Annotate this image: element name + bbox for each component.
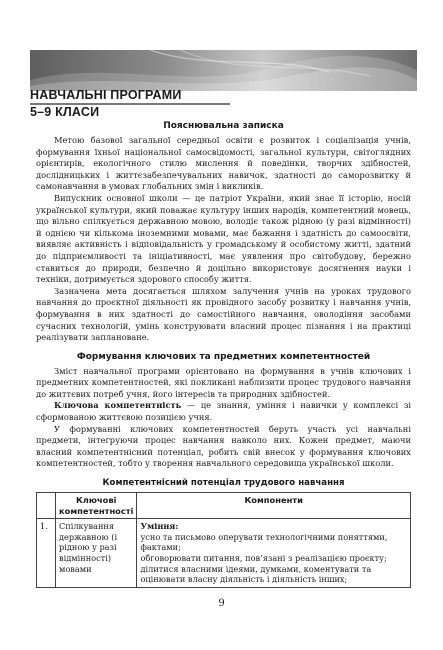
paragraph: Випускник основної школи — це патріот України, який знає її історію, носій української культури, який поважає культуру інших народів, компетентний мовець, що вільно спілкується державною мовою, володіє також рідною (у разі відмінності) й однією чи кількома іноземними мовами, має бажання і здатність до самоосвіти, виявляє активність і відповідальність у громадському й особистому житті, здатний до підприємливості та ініціативності, має уявлення про світобудову, бережно ставиться до природи, безпечно й доцільно використовує досягнення науки і техніки, дотримується здорового способу життя. [36,192,411,285]
component-item: обговорювати питання, пов’язані з реалізацією проєкту; [140,553,387,563]
table-header-row [37,493,411,519]
defined-term: Ключова компетентність [54,400,182,411]
page-header [30,88,240,120]
row-components [137,519,411,588]
table-title: Компетентнісний потенціал трудового навчання [102,478,345,489]
page-content [36,120,411,588]
component-item: ділитися власними ідеями, думками, коментувати та оцінювати власну діяльність і діяльність інших; [140,563,372,585]
paragraph-definition [36,400,411,423]
header-number [37,493,56,519]
header-key-competences: Ключові компетентності [56,493,137,519]
competence-table [36,492,411,588]
page-number: 9 [218,598,225,609]
paragraph: Зміст навчальної програми орієнтовано на формування в учнів ключових і предметних компетентностей, які покликані наблизити процес трудового навчання до життєвих потреб учня, його інтересів та природних здібностей. [36,365,411,399]
header-subtitle: 5–9 КЛАСИ [30,105,100,119]
component-item: усно та письмово оперувати технологічними поняттями, фактами; [140,531,388,553]
components-heading: Уміння: [140,521,179,532]
header-title: НАВЧАЛЬНІ ПРОГРАМИ [30,88,182,102]
header-banner [30,50,417,91]
paragraph: У формуванні ключових компетентностей беруть участь усі навчальні предмети, інтегруючи процес навчання навколо них. Кожен предмет, маючи власний компетентнісний потенціал, робить свій внесок у формування ключових компетентностей, тобто у творення навчального середовища української школи. [36,423,411,469]
section-title: Формування ключових та предметних компетентностей [76,351,371,362]
table-row [37,519,411,588]
row-number: 1. [37,519,56,588]
paragraph: Метою базової загальної середньої освіти є розвиток і соціалізація учнів, формування їхньої національної самосвідомості, загальної культури, світоглядних орієнтирів, екологічного стилю мислення й поведінки, творчих здібностей, дослідницьких і життєзабезпечувальних навичок, здатності до саморозвитку й самонавчання в умовах глобальних змін і викликів. [36,135,411,192]
banner-wave-graphic [30,50,417,91]
paragraph: Зазначена мета досягається шляхом залучення учнів на уроках трудового навчання до проєктної діяльності як провідного засобу розвитку і навчання учнів, формування в них здатності до самостійного навчання, оволодіння засобами сучасних технологій, умінь конструювати власний процес пізнання і на практиці реалізувати заплановане. [36,285,411,343]
row-competence: Спілкування державною (і рідною у разі відмінності) мовами [56,519,137,588]
definition-text: — це знання, уміння і навички у комплексі зі сформованою життєвою позицією учня. [36,400,412,423]
section-title: Пояснювальна записка [163,121,284,131]
header-components: Компоненти [137,493,411,519]
